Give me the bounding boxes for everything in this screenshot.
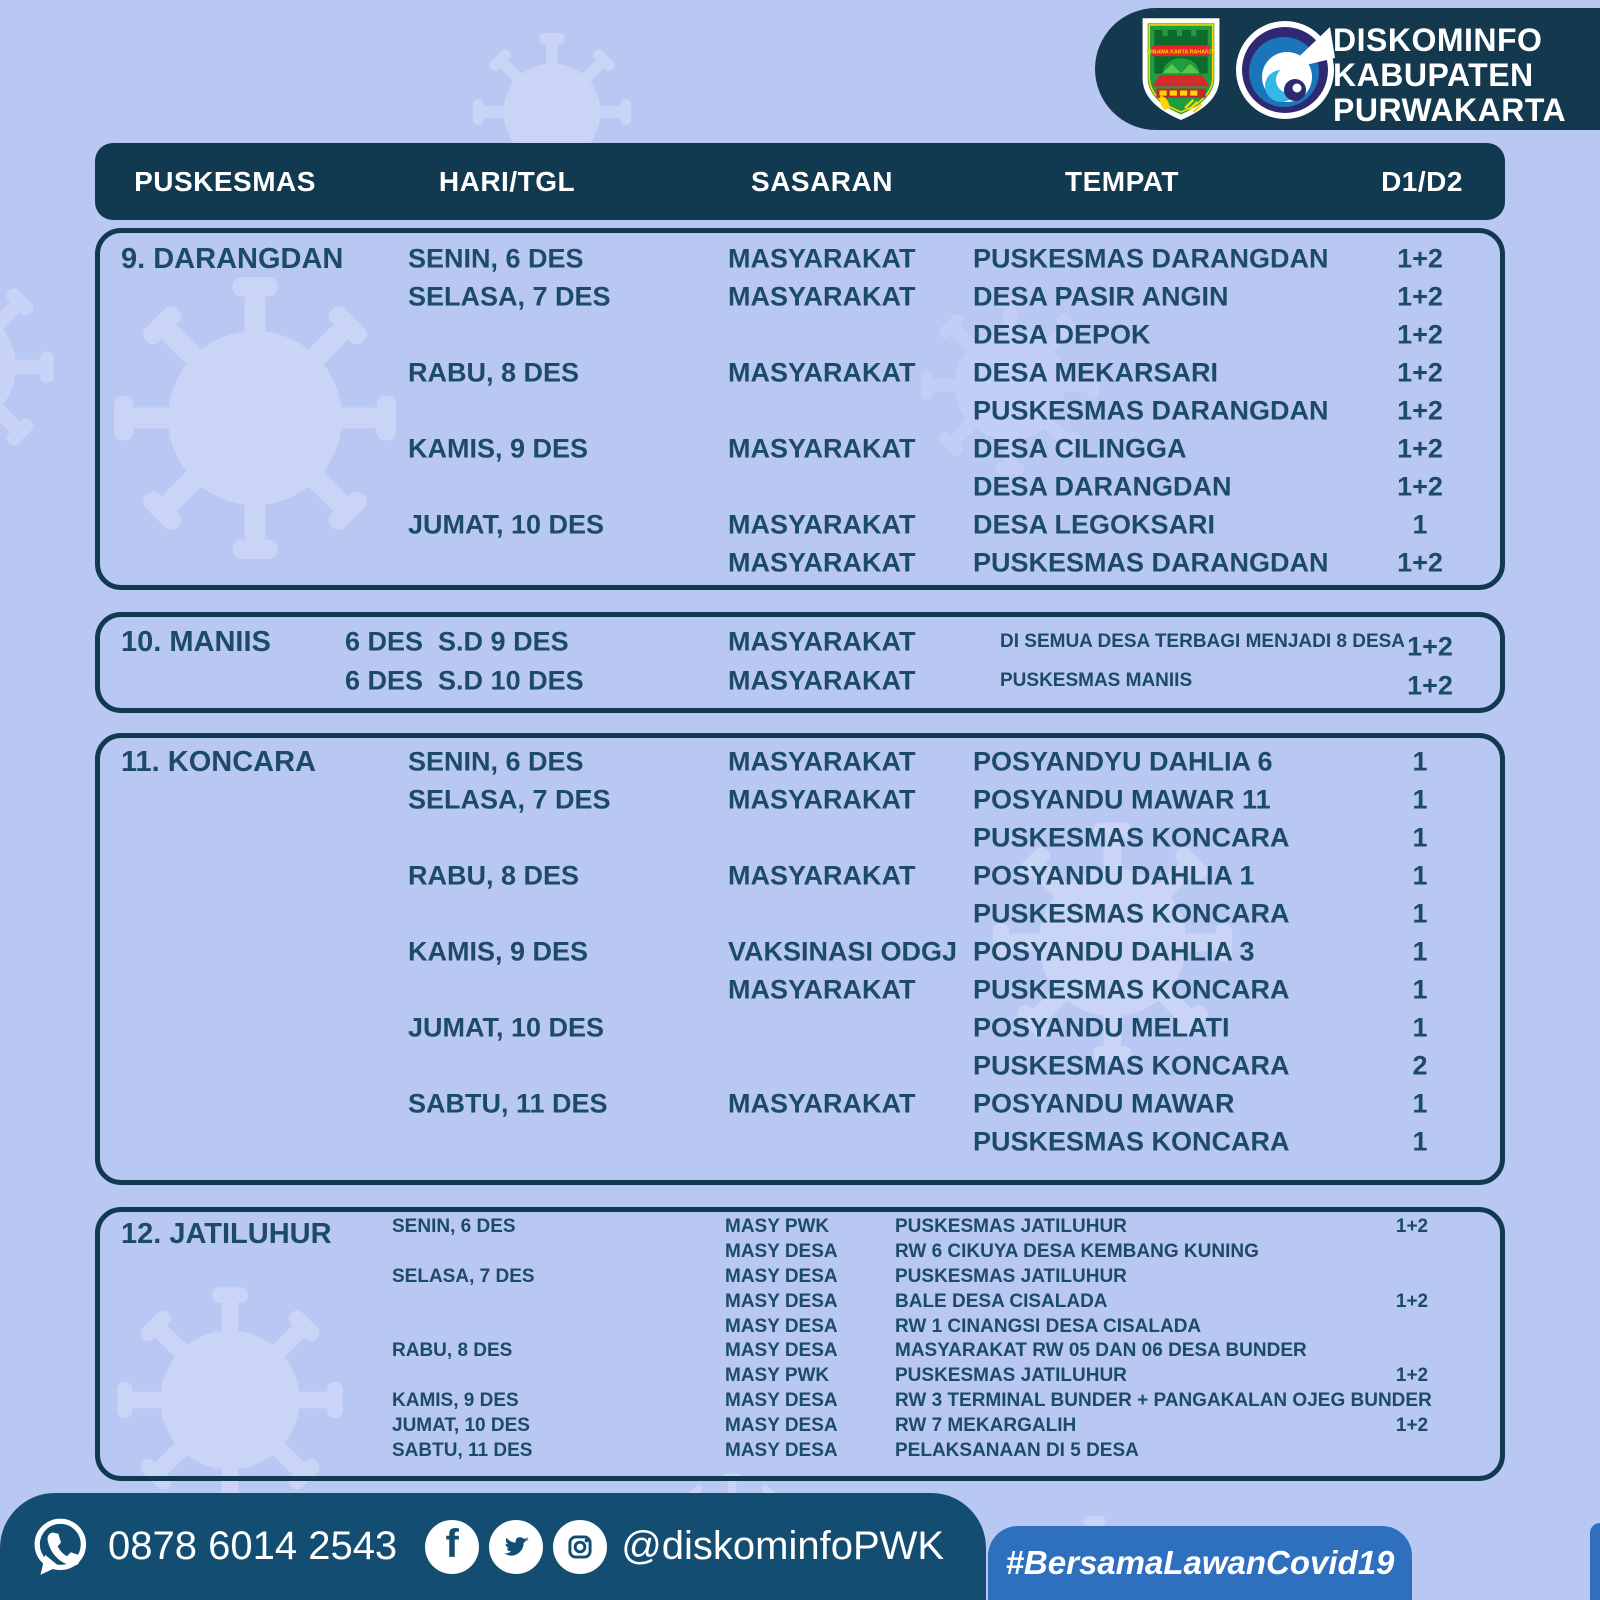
cell-tempat: PUSKESMAS JATILUHUR: [895, 1216, 1127, 1238]
cell-sasaran: MASYARAKAT: [728, 974, 916, 1005]
cell-d1d2: 1+2: [1397, 357, 1443, 388]
cell-tempat: RW 1 CINANGSI DESA CISALADA: [895, 1315, 1202, 1337]
cell-hari: 6 DES S.D 9 DES: [345, 626, 569, 656]
cell-tempat: DESA LEGOKSARI: [973, 509, 1216, 540]
section-jatiluhur: [95, 1207, 1505, 1481]
section-label: 10. MANIIS: [121, 626, 271, 658]
schedule-row: [100, 1289, 1500, 1314]
org-name-line2: KABUPATEN: [1333, 57, 1534, 93]
crest-motto: WIBAWA KARTA RAHARJA: [1146, 49, 1216, 56]
cell-d1d2: 1: [1412, 974, 1428, 1005]
schedule-row: [100, 468, 1500, 506]
cell-tempat: PUSKESMAS KONCARA: [973, 898, 1290, 929]
cell-d1d2: 1+2: [1397, 319, 1443, 350]
cell-tempat: PELAKSANAAN DI 5 DESA: [895, 1439, 1139, 1461]
cell-tempat: RW 3 TERMINAL BUNDER + PANGAKALAN OJEG BUNDER: [895, 1389, 1432, 1411]
cell-hari: KAMIS, 9 DES: [408, 936, 589, 967]
cell-sasaran: MASYARAKAT: [728, 784, 916, 815]
schedule-row: [100, 316, 1500, 354]
schedule-row: [100, 1413, 1500, 1438]
cell-d1d2: 1: [1412, 936, 1428, 967]
cell-sasaran: MASY DESA: [725, 1414, 838, 1436]
cell-d1d2: 1: [1412, 784, 1428, 815]
cell-tempat: RW 6 CIKUYA DESA KEMBANG KUNING: [895, 1241, 1259, 1263]
schedule-rows: [100, 738, 1500, 1161]
cell-hari: KAMIS, 9 DES: [392, 1389, 519, 1411]
cell-hari: RABU, 8 DES: [408, 860, 580, 891]
schedule-row: [100, 1364, 1500, 1389]
schedule-row: [100, 819, 1500, 857]
section-label: 9. DARANGDAN: [121, 243, 344, 275]
schedule-row: [100, 661, 1500, 700]
cell-tempat: PUSKESMAS DARANGDAN: [973, 243, 1329, 274]
cell-d1d2: 1+2: [1397, 547, 1443, 578]
schedule-table-header: [95, 143, 1505, 220]
cell-tempat: DESA CILINGGA: [973, 433, 1187, 464]
cell-hari: RABU, 8 DES: [392, 1340, 513, 1362]
schedule-row: [100, 1009, 1500, 1047]
schedule-row: [100, 430, 1500, 468]
schedule-row: [100, 1265, 1500, 1290]
twitter-icon: [489, 1520, 543, 1574]
cell-d1d2: 1+2: [1407, 670, 1453, 701]
cell-d1d2: 1: [1412, 822, 1428, 853]
cell-d1d2: 1+2: [1397, 395, 1443, 426]
cell-tempat: PUSKESMAS JATILUHUR: [895, 1365, 1127, 1387]
cell-sasaran: MASYARAKAT: [728, 433, 916, 464]
schedule-row: [100, 1438, 1500, 1463]
cell-sasaran: MASY DESA: [725, 1241, 838, 1263]
cell-sasaran: MASYARAKAT: [728, 243, 916, 274]
cell-hari: 6 DES S.D 10 DES: [345, 665, 584, 695]
cell-d1d2: 1+2: [1395, 1365, 1429, 1387]
cell-tempat: PUSKESMAS KONCARA: [973, 822, 1290, 853]
section-koncara: [95, 733, 1505, 1185]
schedule-rows: [100, 233, 1500, 582]
cell-hari: SELASA, 7 DES: [408, 784, 611, 815]
schedule-row: [100, 506, 1500, 544]
corner-accent: [1590, 1523, 1600, 1600]
cell-tempat: DI SEMUA DESA TERBAGI MENJADI 8 DESA: [1000, 630, 1406, 652]
cell-d1d2: 2: [1412, 1050, 1428, 1081]
cell-hari: SENIN, 6 DES: [392, 1216, 516, 1238]
cell-d1d2: 1+2: [1397, 243, 1443, 274]
schedule-row: [100, 1339, 1500, 1364]
cell-sasaran: MASYARAKAT: [728, 281, 916, 312]
cell-tempat: PUSKESMAS MANIIS: [1000, 669, 1193, 691]
virus-watermark: [0, 262, 60, 472]
cell-d1d2: 1+2: [1395, 1414, 1429, 1436]
cell-sasaran: MASYARAKAT: [728, 665, 916, 695]
cell-sasaran: MASYARAKAT: [728, 746, 916, 777]
schedule-row: [100, 1047, 1500, 1085]
section-darangdan: [95, 228, 1505, 590]
cell-tempat: PUSKESMAS KONCARA: [973, 974, 1290, 1005]
instagram-icon: [553, 1520, 607, 1574]
cell-tempat: POSYANDU DAHLIA 1: [973, 860, 1255, 891]
cell-tempat: DESA PASIR ANGIN: [973, 281, 1229, 312]
cell-sasaran: MASYARAKAT: [728, 509, 916, 540]
phone-number: 0878 6014 2543: [108, 1524, 398, 1568]
cell-hari: SENIN, 6 DES: [408, 746, 584, 777]
cell-tempat: POSYANDYU DAHLIA 6: [973, 746, 1273, 777]
cell-tempat: POSYANDU MAWAR: [973, 1088, 1235, 1119]
cell-sasaran: MASY DESA: [725, 1315, 838, 1337]
social-handle: @diskominfoPWK: [621, 1524, 945, 1568]
cell-sasaran: MASYARAKAT: [728, 626, 916, 656]
section-label: 12. JATILUHUR: [121, 1218, 332, 1250]
column-header-sasaran: SASARAN: [751, 165, 893, 197]
cell-d1d2: 1+2: [1395, 1290, 1429, 1312]
column-header-hari-tgl: HARI/TGL: [438, 165, 576, 197]
cell-sasaran: MASY PWK: [725, 1216, 830, 1238]
schedule-row: [100, 1389, 1500, 1414]
section-maniis: [95, 612, 1505, 713]
schedule-row: [100, 354, 1500, 392]
cell-tempat: PUSKESMAS KONCARA: [973, 1126, 1290, 1157]
cell-sasaran: MASY DESA: [725, 1290, 838, 1312]
cell-d1d2: 1+2: [1407, 631, 1453, 662]
column-header-d1d2: D1/D2: [1381, 165, 1463, 197]
schedule-row: [100, 933, 1500, 971]
footer-bar: [0, 1493, 986, 1600]
cell-d1d2: 1+2: [1395, 1216, 1429, 1238]
schedule-row: [100, 1085, 1500, 1123]
schedule-row: [100, 622, 1500, 661]
cell-tempat: DESA DEPOK: [973, 319, 1151, 350]
cell-sasaran: MASY DESA: [725, 1439, 838, 1461]
hashtag-banner: [988, 1526, 1412, 1600]
cell-tempat: RW 7 MEKARGALIH: [895, 1414, 1077, 1436]
facebook-icon: f: [425, 1520, 479, 1574]
schedule-row: [100, 1123, 1500, 1161]
cell-hari: SABTU, 11 DES: [408, 1088, 608, 1119]
cell-hari: SELASA, 7 DES: [408, 281, 611, 312]
column-header-tempat: TEMPAT: [1065, 165, 1179, 197]
purwakarta-crest-logo: [1140, 17, 1222, 121]
cell-sasaran: VAKSINASI ODGJ: [728, 936, 958, 967]
cell-d1d2: 1: [1412, 1126, 1428, 1157]
cell-tempat: BALE DESA CISALADA: [895, 1290, 1108, 1312]
schedule-row: [100, 1314, 1500, 1339]
cell-tempat: PUSKESMAS KONCARA: [973, 1050, 1290, 1081]
cell-d1d2: 1+2: [1397, 433, 1443, 464]
section-label: 11. KONCARA: [121, 746, 316, 778]
schedule-row: [100, 278, 1500, 316]
cell-tempat: POSYANDU MAWAR 11: [973, 784, 1271, 815]
hashtag-text: #BersamaLawanCovid19: [1005, 1544, 1395, 1581]
whatsapp-icon: [26, 1514, 92, 1580]
cell-d1d2: 1: [1412, 1088, 1428, 1119]
org-name-line1: DISKOMINFO: [1333, 22, 1543, 58]
cell-sasaran: MASY DESA: [725, 1265, 838, 1287]
cell-hari: SENIN, 6 DES: [408, 243, 584, 274]
cell-d1d2: 1+2: [1397, 471, 1443, 502]
cell-sasaran: MASYARAKAT: [728, 1088, 916, 1119]
cell-tempat: PUSKESMAS DARANGDAN: [973, 547, 1329, 578]
cell-tempat: DESA MEKARSARI: [973, 357, 1219, 388]
cell-sasaran: MASY DESA: [725, 1340, 838, 1362]
cell-hari: SELASA, 7 DES: [392, 1265, 535, 1287]
cell-sasaran: MASY PWK: [725, 1365, 830, 1387]
schedule-row: [100, 895, 1500, 933]
schedule-row: [100, 781, 1500, 819]
cell-tempat: POSYANDU DAHLIA 3: [973, 936, 1255, 967]
cell-tempat: DESA DARANGDAN: [973, 471, 1232, 502]
schedule-row: [100, 544, 1500, 582]
schedule-row: [100, 971, 1500, 1009]
org-name-line3: PURWAKARTA: [1333, 92, 1567, 128]
cell-tempat: MASYARAKAT RW 05 DAN 06 DESA BUNDER: [895, 1340, 1307, 1362]
cell-tempat: POSYANDU MELATI: [973, 1012, 1230, 1043]
schedule-rows: [100, 617, 1500, 700]
cell-sasaran: MASYARAKAT: [728, 547, 916, 578]
kominfo-logo: [1235, 20, 1335, 120]
cell-tempat: PUSKESMAS DARANGDAN: [973, 395, 1329, 426]
column-header-puskesmas: PUSKESMAS: [134, 165, 316, 197]
cell-d1d2: 1: [1412, 1012, 1428, 1043]
schedule-row: [100, 392, 1500, 430]
cell-hari: JUMAT, 10 DES: [392, 1414, 530, 1436]
cell-sasaran: MASY DESA: [725, 1389, 838, 1411]
cell-sasaran: MASYARAKAT: [728, 357, 916, 388]
cell-sasaran: MASYARAKAT: [728, 860, 916, 891]
cell-d1d2: 1+2: [1397, 281, 1443, 312]
cell-hari: JUMAT, 10 DES: [408, 1012, 605, 1043]
cell-hari: RABU, 8 DES: [408, 357, 580, 388]
cell-hari: KAMIS, 9 DES: [408, 433, 589, 464]
org-name: [1333, 23, 1566, 128]
cell-tempat: PUSKESMAS JATILUHUR: [895, 1265, 1127, 1287]
cell-hari: JUMAT, 10 DES: [408, 509, 605, 540]
schedule-row: [100, 857, 1500, 895]
header-logo-panel: [1095, 8, 1600, 130]
cell-d1d2: 1: [1412, 898, 1428, 929]
cell-d1d2: 1: [1412, 509, 1428, 540]
cell-d1d2: 1: [1412, 860, 1428, 891]
cell-hari: SABTU, 11 DES: [392, 1439, 533, 1461]
cell-d1d2: 1: [1412, 746, 1428, 777]
